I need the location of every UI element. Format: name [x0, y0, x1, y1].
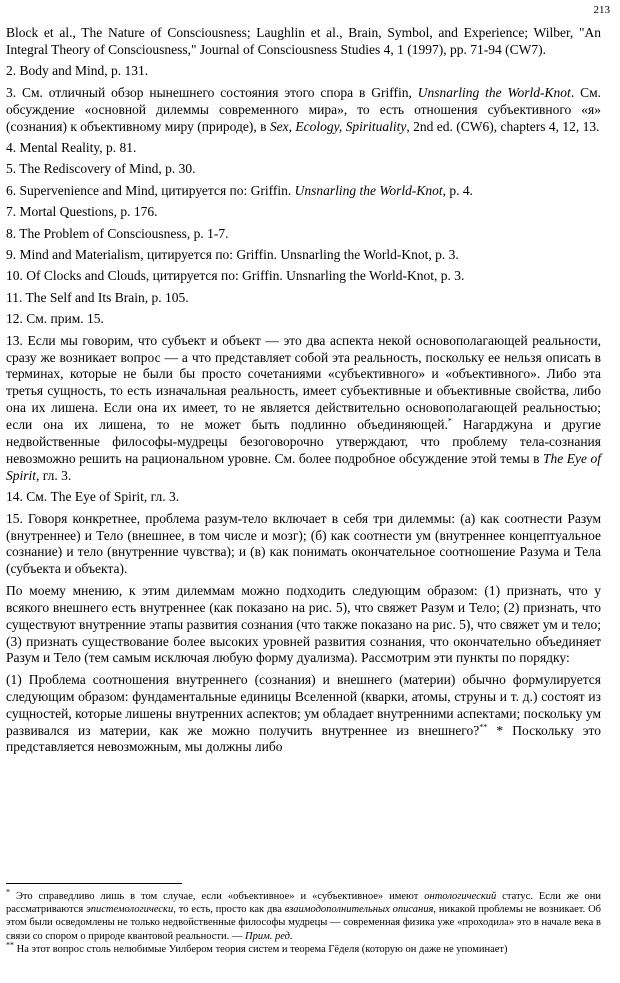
note-2: 2. Body and Mind, p. 131.: [6, 63, 149, 79]
footnote-ref-2[interactable]: **: [479, 722, 488, 732]
page-number: 213: [593, 4, 610, 16]
note-3-text-3: , 2nd ed. (CW6), chapters 4, 12, 13.: [406, 118, 600, 134]
note-3-title: Unsnarling the World-Knot: [417, 84, 571, 100]
point-one-text-2: * Поскольку это представляется невозможным, мы должны либо: [6, 722, 601, 755]
footnote-ref-1[interactable]: *: [447, 416, 452, 426]
note-6: [6, 183, 601, 200]
footnote-1: [6, 887, 602, 943]
footnote-2: [6, 940, 601, 956]
footnote-1-italic-3: взаимодополнительных описания: [284, 904, 434, 916]
notes-section: [6, 25, 601, 761]
footnote-1-italic: онтологический: [424, 891, 497, 902]
note-13-text: 13. Если мы говорим, что субъект и объект — это два аспекта некой основополагающей реальности, сразу же возникает вопрос — а что представляет собой эта реальность, поскольку ее нельзя описать в терминах, которые не были бы просто сочетаниями «субъективного» и «объективного». Либо эта третья сущность, то есть изначальная реальность, имеет субъективные и объективные свойства, либо она их лишена. Если она их имеет, то не является действительно основополагающей реальностью; если она их лишена, то не может быть подлинно объединяющей.: [6, 332, 601, 433]
note-4: 4. Mental Reality, p. 81.: [6, 139, 137, 155]
note-3-text-2: . См. обсуждение «основной дилеммы современного мира», то есть отношения субъективного «я» (сознания) к объективному миру (природе), в: [6, 84, 601, 134]
footnote-2-mark: **: [6, 940, 14, 950]
paragraph-point-one: [6, 672, 601, 757]
footnotes-section: [6, 887, 602, 956]
note-3: [6, 85, 601, 136]
note-5: 5. The Rediscovery of Mind, p. 30.: [6, 161, 196, 177]
point-one-text: (1) Проблема соотношения внутреннего (сознания) и внешнего (материи) обычно формулируется следующим образом: фундаментальные единицы Вселенной (кварки, атомы, струны и т. д.) состоят из сущностей, которые лишены внутренних аспектов; ум обладает внутренними аспектами; поскольку ум развивался из материи, как же можно получить внутреннее из внешнего?: [6, 671, 601, 738]
note-12: 12. См. прим. 15.: [6, 311, 104, 327]
footnote-1-text-3: , то есть, просто как два: [173, 904, 285, 916]
footnote-2-text: На этот вопрос столь нелюбимые Уилбером теория систем и теорема Гёделя (которую он даже не упоминает): [14, 943, 508, 955]
note-3-text: 3. См. отличный обзор нынешнего состояния этого спора в Griffin,: [6, 84, 418, 100]
note-13-title: The Eye of Spirit: [6, 450, 601, 483]
note-10: 10. Of Clocks and Clouds, цитируется по: Griffin. Unsnarling the World-Knot, p. 3.: [6, 268, 465, 284]
note-15: 15. Говоря конкретнее, проблема разум-тело включает в себя три дилеммы: (а) как соотнести Разум (внутреннее) и Тело (внешнее, в том числе и мозг); (б) как соотнести ум (внутреннее концептуальное сознание) и тело (внутренние чувства); и (в) как понимать окончательное соотношение Разума и Тела (субъекта и объекта).: [6, 510, 601, 577]
footnote-1-text-2: статус. Если же они рассматриваются: [6, 891, 601, 916]
note-6-text: 6. Supervenience and Mind, цитируется по: Griffin.: [6, 182, 295, 198]
footnote-1-mark: *: [6, 887, 10, 897]
note-14: 14. См. The Eye of Spirit, гл. 3.: [6, 489, 180, 505]
note-3-title-2: Sex, Ecology, Spirituality: [269, 118, 407, 134]
note-6-title: Unsnarling the World-Knot: [294, 182, 443, 198]
note-13-text-3: , гл. 3.: [36, 467, 72, 483]
paragraph-opinion: По моему мнению, к этим дилеммам можно подходить следующим образом: (1) признать, что у всякого внешнего есть внутреннее (как показано на рис. 5), что свяжет Разум и Тело; (2) признать, что существуют внутренние этапы развития сознания (что также показано на рис. 5), что свяжет ум и тело; (3) признать существование более высоких уровней развития сознания, что окончательно объединяет Разум и Тело (тем самым исключая любую форму дуализма). Рассмотрим эти пункты по порядку:: [6, 582, 601, 666]
footnote-1-italic-2: эпистемологически: [86, 904, 174, 916]
note-11: 11. The Self and Its Brain, p. 105.: [6, 289, 189, 305]
note-7: 7. Mortal Questions, p. 176.: [6, 204, 158, 220]
footnote-divider: [6, 883, 182, 884]
note-1-continuation: Block et al., The Nature of Consciousness; Laughlin et al., Brain, Symbol, and Experience; Wilber, "An Integral Theory of Consciousness," Journal of Consciousness Studies 4, 1 (1997), pp. 71-94 (CW7).: [6, 25, 601, 57]
footnote-1-text: Это справедливо лишь в том случае, если «объективное» и «субъективное» имеют: [10, 891, 425, 902]
note-6-text-2: , p. 4.: [442, 182, 474, 198]
note-8: 8. The Problem of Consciousness, p. 1-7.: [6, 225, 229, 241]
note-9: 9. Mind and Materialism, цитируется по: Griffin. Unsnarling the World-Knot, p. 3.: [6, 246, 459, 262]
note-13: [6, 333, 601, 485]
note-13-text-2: Нагарджуна и другие недвойственные философы-мудрецы безоговорочно утверждают, что проблему тела-сознания невозможно решить на рациональном уровне. См. более подробное обсуждение этой темы в: [6, 417, 601, 466]
footnote-1-text-4: , никакой проблемы не возникает. Об этом были осведомлены не только недвойственные философы мудрецы — современная физика уже «проходила» это в начале века в связи со спором о природе квантовой реальности. —: [6, 904, 602, 942]
footnote-1-editor-note: Прим. ред.: [245, 930, 293, 942]
